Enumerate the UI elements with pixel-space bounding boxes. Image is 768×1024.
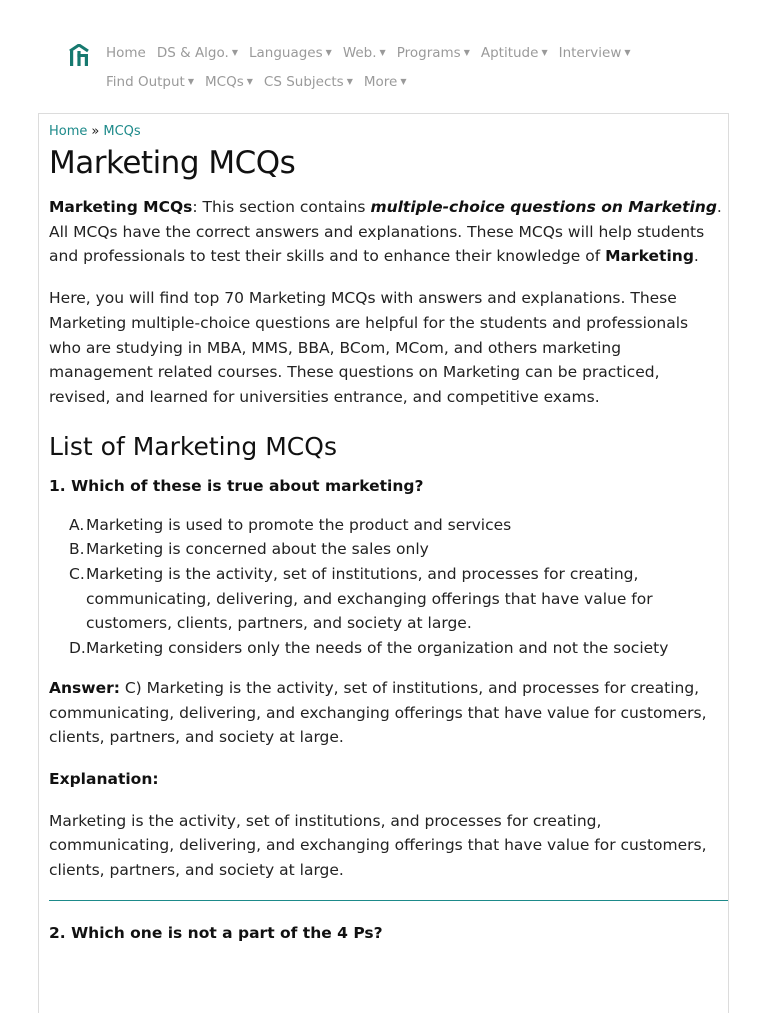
option-item [69, 636, 723, 661]
answer-paragraph [49, 676, 723, 750]
nav-item-label: More [363, 74, 398, 90]
breadcrumb [49, 124, 723, 139]
breadcrumb-mcqs-link[interactable]: MCQs [103, 124, 141, 139]
option-item [69, 513, 723, 538]
site-logo-icon[interactable] [68, 44, 90, 66]
nav-item-interview[interactable] [559, 45, 631, 61]
nav-item-label: Programs [396, 45, 461, 61]
caret-down-icon: ▼ [541, 48, 548, 57]
nav-item-label: Web. [342, 45, 377, 61]
nav-item-label: MCQs [205, 74, 244, 90]
option-text: Marketing is used to promote the product and services [86, 515, 512, 534]
answer-text: C) Marketing is the activity, set of institutions, and processes for creating, communicating, delivering, and exchanging offerings that have value for customers, clients, partners, and society at large. [49, 678, 707, 747]
nav-item-cs-subjects[interactable] [264, 74, 353, 90]
option-text: Marketing is concerned about the sales only [86, 540, 429, 559]
question-divider [49, 900, 728, 901]
nav-item-mcqs[interactable] [205, 74, 253, 90]
nav-item-label: Home [106, 45, 146, 61]
breadcrumb-separator: » [91, 124, 100, 139]
nav-item-label: DS & Algo. [156, 45, 229, 61]
page-title: Marketing MCQs [49, 145, 296, 181]
section-title: List of Marketing MCQs [49, 431, 337, 461]
nav-item-find-output[interactable] [106, 74, 194, 90]
intro-bold-end: Marketing [605, 247, 694, 266]
nav-item-label: Aptitude [480, 45, 539, 61]
nav-menu-row-2 [106, 74, 417, 90]
site-header [0, 0, 768, 110]
caret-down-icon: ▼ [187, 77, 195, 86]
caret-down-icon: ▼ [463, 48, 470, 57]
nav-item-ds-algo[interactable] [157, 45, 238, 61]
nav-item-programs[interactable] [397, 45, 470, 61]
option-letter: D. [69, 639, 86, 658]
intro-text-3: . [693, 247, 699, 266]
nav-item-more[interactable] [364, 74, 407, 90]
article-content [38, 113, 729, 1013]
explanation-label: Explanation: [49, 769, 159, 788]
option-letter: B. [69, 540, 85, 559]
caret-down-icon: ▼ [400, 77, 407, 86]
nav-item-aptitude[interactable] [481, 45, 548, 61]
option-text: Marketing considers only the needs of the organization and not the society [86, 639, 669, 658]
question-1-options [49, 513, 723, 661]
option-item [69, 562, 723, 636]
question-2-text: 2. Which one is not a part of the 4 Ps? [49, 923, 383, 942]
option-item [69, 537, 723, 562]
nav-item-label: Languages [248, 45, 323, 61]
explanation-text: Marketing is the activity, set of institutions, and processes for creating, communicating, delivering, and exchanging offerings that have value for customers, clients, partners, and society at large. [49, 811, 707, 880]
intro-text-1: : This section contains [192, 198, 371, 216]
nav-menu-row-1 [106, 45, 642, 61]
explanation-heading [49, 767, 723, 792]
question-1-text: 1. Which of these is true about marketing? [49, 476, 424, 495]
description-paragraph: Here, you will find top 70 Marketing MCQs with answers and explanations. These Marketing multiple-choice questions are helpful for the students and professionals who are studying in MBA, MMS, BBA, BCom, MCom, and others marketing management related courses. These questions on Marketing can be practiced, revised, and learned for universities entrance, and competitive exams. [49, 289, 689, 406]
intro-paragraph [49, 195, 723, 269]
caret-down-icon: ▼ [325, 48, 332, 57]
intro-text-2: . All MCQs have the correct answers and explanations. These MCQs will help students and professionals to test their skills and to enhance their knowledge of [49, 198, 722, 266]
nav-item-languages[interactable] [249, 45, 332, 61]
option-text: Marketing is the activity, set of institutions, and processes for creating, communicating, delivering, and exchanging offerings that have value for customers, clients, partners, and society at large. [86, 565, 653, 633]
nav-item-label: Find Output [106, 74, 185, 90]
caret-down-icon: ▼ [346, 77, 353, 86]
option-letter: C. [69, 565, 85, 584]
caret-down-icon: ▼ [624, 48, 631, 57]
caret-down-icon: ▼ [379, 48, 386, 57]
intro-lead-bold: Marketing MCQs [49, 198, 193, 216]
nav-item-label: Interview [558, 45, 622, 61]
option-letter: A. [69, 515, 85, 534]
nav-item-home[interactable] [106, 45, 146, 61]
caret-down-icon: ▼ [246, 77, 253, 86]
answer-label: Answer: [49, 678, 120, 697]
intro-emphasis: multiple-choice questions on Marketing [370, 198, 717, 216]
nav-item-web[interactable] [343, 45, 386, 61]
caret-down-icon: ▼ [231, 48, 238, 57]
nav-item-label: CS Subjects [263, 74, 344, 90]
breadcrumb-home-link[interactable]: Home [49, 124, 88, 139]
